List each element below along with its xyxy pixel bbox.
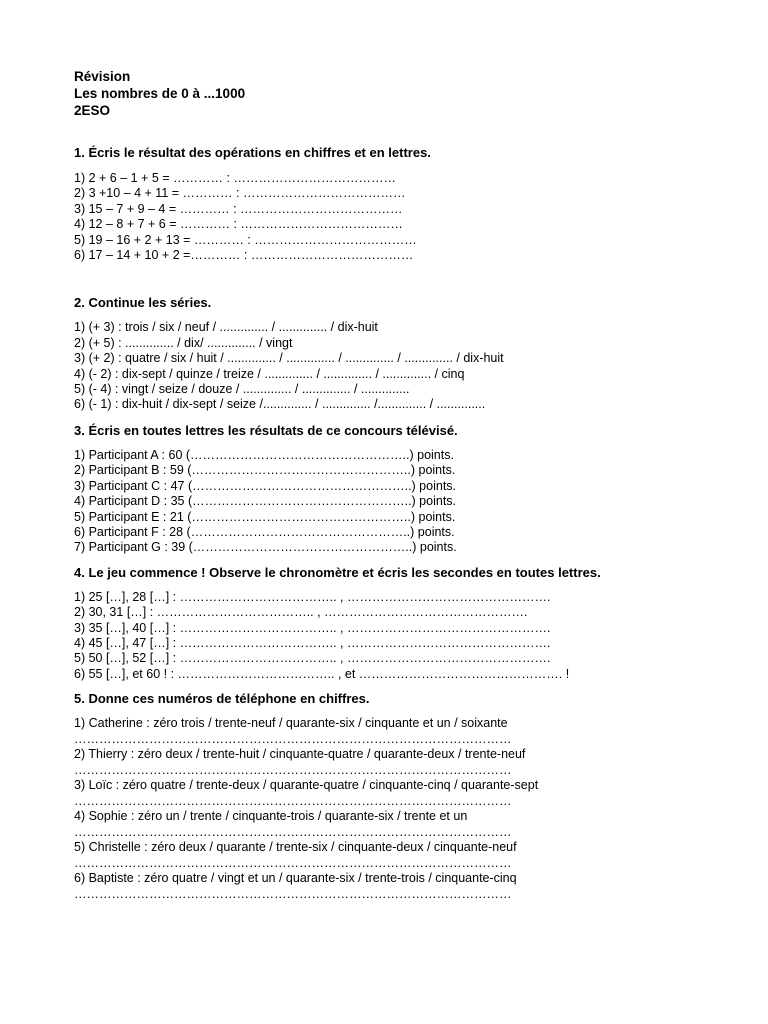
exercise-3-heading: 3. Écris en toutes lettres les résultats de ce concours télévisé. <box>74 422 458 438</box>
exercise-4-heading: 4. Le jeu commence ! Observe le chronomètre et écris les secondes en toutes lettres. <box>74 564 601 580</box>
exercise-5-item: 4) Sophie : zéro un / trente / cinquante-trois / quarante-six / trente et un <box>74 809 468 824</box>
header-level: 2ESO <box>74 103 111 118</box>
exercise-4-item: 3) 35 […], 40 […] : ……………………………….. , …………………………………………. <box>74 620 551 635</box>
exercise-5-item: 2) Thierry : zéro deux / trente-huit / cinquante-quatre / quarante-deux / trente-neuf <box>74 747 526 762</box>
exercise-4-item: 6) 55 […], et 60 ! : ……………………………….. , et …………………………………………. ! <box>74 666 570 681</box>
exercise-5-heading: 5. Donne ces numéros de téléphone en chiffres. <box>74 691 370 707</box>
exercise-5-answer-line: …………………………………………………………………………………………… <box>74 731 512 746</box>
exercise-3-item: 1) Participant A : 60 (……………………………………………..) points. <box>74 447 454 462</box>
exercise-2-item: 3) (+ 2) : quatre / six / huit / .............. / .............. / .............. / .............. / dix-huit <box>74 351 504 366</box>
exercise-5-item: 5) Christelle : zéro deux / quarante / trente-six / cinquante-deux / cinquante-neuf <box>74 840 517 855</box>
worksheet-page <box>74 68 694 902</box>
exercise-1-item: 1) 2 + 6 – 1 + 5 = ………… : ………………………………… <box>74 171 396 185</box>
exercise-2-item: 2) (+ 5) : .............. / dix/ .............. / vingt <box>74 335 293 350</box>
exercise-5-answer-line: …………………………………………………………………………………………… <box>74 886 512 901</box>
exercise-4-item: 2) 30, 31 […] : ……………………………….. , …………………………………………. <box>74 605 528 620</box>
exercise-1 <box>74 144 694 263</box>
exercise-5-answer-line: …………………………………………………………………………………………… <box>74 793 512 808</box>
exercise-5-item: 3) Loïc : zéro quatre / trente-deux / quarante-quatre / cinquante-cinq / quarante-sept <box>74 778 539 793</box>
worksheet-header <box>74 68 694 119</box>
exercise-2-item: 4) (- 2) : dix-sept / quinze / treize / .............. / .............. / .............. / cinq <box>74 366 465 381</box>
exercise-2-heading: 2. Continue les séries. <box>74 295 212 311</box>
exercise-5-answer-line: …………………………………………………………………………………………… <box>74 762 512 777</box>
exercise-3-item: 3) Participant C : 47 (……………………………………………..) points. <box>74 478 457 493</box>
exercise-1-item: 5) 19 – 16 + 2 + 13 = ………… : ………………………………… <box>74 232 417 247</box>
exercise-2 <box>74 294 694 412</box>
exercise-2-item: 5) (- 4) : vingt / seize / douze / .............. / .............. / .............. <box>74 382 410 397</box>
exercise-3-item: 5) Participant E : 21 (……………………………………………..) points. <box>74 509 456 524</box>
exercise-1-item: 2) 3 +10 – 4 + 11 = ………… : ………………………………… <box>74 186 406 201</box>
exercise-1-heading: 1. Écris le résultat des opérations en chiffres et en lettres. <box>74 145 431 160</box>
exercise-3-item: 2) Participant B : 59 (……………………………………………..) points. <box>74 463 456 478</box>
exercise-4-item: 1) 25 […], 28 […] : ……………………………….. , …………………………………………. <box>74 589 551 604</box>
exercise-3-item: 4) Participant D : 35 (……………………………………………..) points. <box>74 494 457 509</box>
header-topic: Les nombres de 0 à ...1000 <box>74 86 246 101</box>
exercise-3-item: 7) Participant G : 39 (……………………………………………..) points. <box>74 540 457 555</box>
exercise-3 <box>74 422 694 556</box>
exercise-5 <box>74 690 694 902</box>
exercise-5-item: 1) Catherine : zéro trois / trente-neuf / quarante-six / cinquante et un / soixante <box>74 716 508 731</box>
exercise-5-item: 6) Baptiste : zéro quatre / vingt et un / quarante-six / trente-trois / cinquante-cinq <box>74 871 517 886</box>
exercise-5-answer-line: …………………………………………………………………………………………… <box>74 855 512 870</box>
exercise-1-item: 4) 12 – 8 + 7 + 6 = ………… : ………………………………… <box>74 217 403 232</box>
exercise-1-item: 3) 15 – 7 + 9 – 4 = ………… : ………………………………… <box>74 201 403 216</box>
exercise-2-item: 6) (- 1) : dix-huit / dix-sept / seize /.............. / .............. /.............. / .............. <box>74 397 486 412</box>
exercise-4-item: 4) 45 […], 47 […] : ……………………………….. , …………………………………………. <box>74 635 551 650</box>
exercise-2-item: 1) (+ 3) : trois / six / neuf / .............. / .............. / dix-huit <box>74 320 378 335</box>
exercise-3-item: 6) Participant F : 28 (……………………………………………..) points. <box>74 524 455 539</box>
exercise-5-answer-line: …………………………………………………………………………………………… <box>74 824 512 839</box>
exercise-4 <box>74 564 694 682</box>
exercise-1-item: 6) 17 – 14 + 10 + 2 =………… : ………………………………… <box>74 248 414 263</box>
exercise-4-item: 5) 50 […], 52 […] : ……………………………….. , …………………………………………. <box>74 651 551 666</box>
header-revision: Révision <box>74 69 131 84</box>
